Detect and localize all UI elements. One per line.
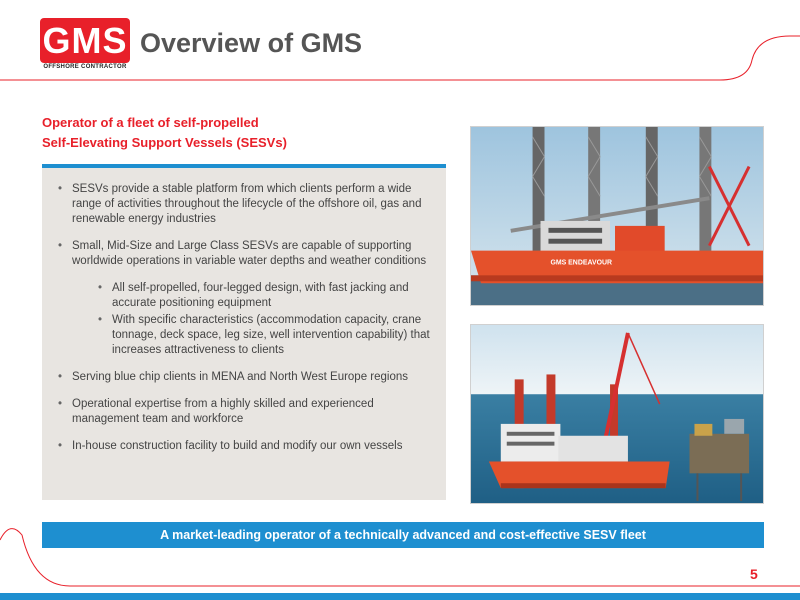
logo-text: GMS	[42, 19, 128, 61]
bullet-item: • Small, Mid-Size and Large Class SESVs are capable of supporting worldwide operations in variable water depths and weather conditions	[58, 239, 438, 269]
logo-tagline: OFFSHORE CONTRACTOR	[43, 64, 127, 70]
bullet-item: • Operational expertise from a highly skilled and experienced management team and workforce	[58, 397, 438, 427]
subtitle-line-1: Operator of a fleet of self-propelled	[42, 115, 259, 130]
bullet-list	[58, 182, 438, 466]
sub-bullet-item: • With specific characteristics (accommodation capacity, crane tonnage, deck space, leg size, well intervention capability) that increases attractiveness to clients	[98, 313, 438, 358]
sub-bullet-item: • All self-propelled, four-legged design, with fast jacking and accurate positioning equipment	[98, 281, 438, 311]
vessel-illustration	[471, 127, 763, 305]
section-subtitle	[42, 113, 287, 153]
key-message-banner: A market-leading operator of a technically advanced and cost-effective SESV fleet	[42, 522, 764, 548]
bullet-item: • In-house construction facility to build and modify our own vessels	[58, 439, 438, 454]
subtitle-line-2: Self-Elevating Support Vessels (SESVs)	[42, 135, 287, 150]
bullet-item: • Serving blue chip clients in MENA and North West Europe regions	[58, 370, 438, 385]
page-number: 5	[750, 566, 758, 582]
bullet-item: • SESVs provide a stable platform from which clients perform a wide range of activities throughout the lifecycle of the offshore oil, gas and renewable energy industries	[58, 182, 438, 227]
vessel-illustration	[471, 325, 763, 503]
vessel-photo-port	[470, 126, 764, 306]
vessel-photo-sea	[470, 324, 764, 504]
hull-text: GMS ENDEAVOUR	[550, 259, 612, 267]
gms-logo	[40, 18, 130, 74]
logo-box	[40, 18, 130, 63]
sub-bullet-list	[98, 281, 438, 358]
page-title: Overview of GMS	[140, 28, 363, 58]
